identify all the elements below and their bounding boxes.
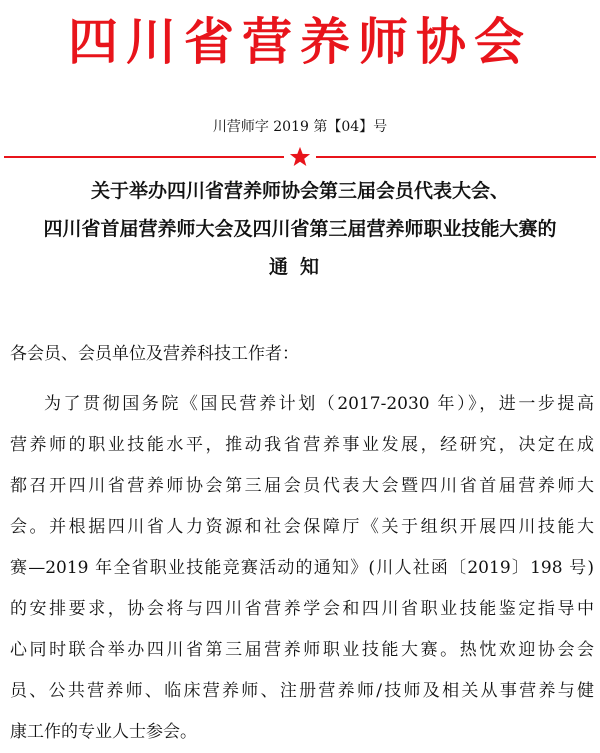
body-line: 会。并根据四川省人力资源和社会保障厅《关于组织开展四川技能大 xyxy=(10,517,594,537)
body-line: 的安排要求，协会将与四川省营养学会和四川省职业技能鉴定指导中 xyxy=(10,599,594,619)
document-number: 川营师字 2019 第【04】号 xyxy=(212,119,388,135)
body-line: 员、公共营养师、临床营养师、注册营养师/技师及相关从事营养与健 xyxy=(10,681,594,701)
red-divider xyxy=(4,148,596,168)
title-line: 关于举办四川省营养师协会第三届会员代表大会、 xyxy=(90,180,509,202)
divider-line-left xyxy=(4,156,284,158)
salutation: 各会员、会员单位及营养科技工作者： xyxy=(10,344,299,364)
body-paragraph xyxy=(10,384,594,753)
body-line: 心同时联合举办四川省第三届营养师职业技能大赛。热忱欢迎协会会 xyxy=(10,640,594,660)
body-line: 康工作的专业人士参会。 xyxy=(10,722,197,742)
title-line-notice: 通知 xyxy=(268,256,331,278)
title-line: 四川省首届营养师大会及四川省第三届营养师职业技能大赛的 xyxy=(43,218,557,240)
body-line: 为了贯彻国务院《国民营养计划（2017-2030 年）》，进一步提高 xyxy=(44,394,594,414)
notice-title xyxy=(0,172,600,286)
body-line: 都召开四川省营养师协会第三届会员代表大会暨四川省首届营养师大 xyxy=(10,476,594,496)
divider-line-right xyxy=(316,156,596,158)
letterhead-org-name: 四川省营养师协会 xyxy=(68,13,532,71)
red-star-icon xyxy=(289,146,311,168)
body-line: 营养师的职业技能水平，推动我省营养事业发展，经研究，决定在成 xyxy=(10,435,594,455)
body-line: 赛—2019 年全省职业技能竞赛活动的通知》(川人社函〔2019〕198 号) xyxy=(10,558,594,578)
